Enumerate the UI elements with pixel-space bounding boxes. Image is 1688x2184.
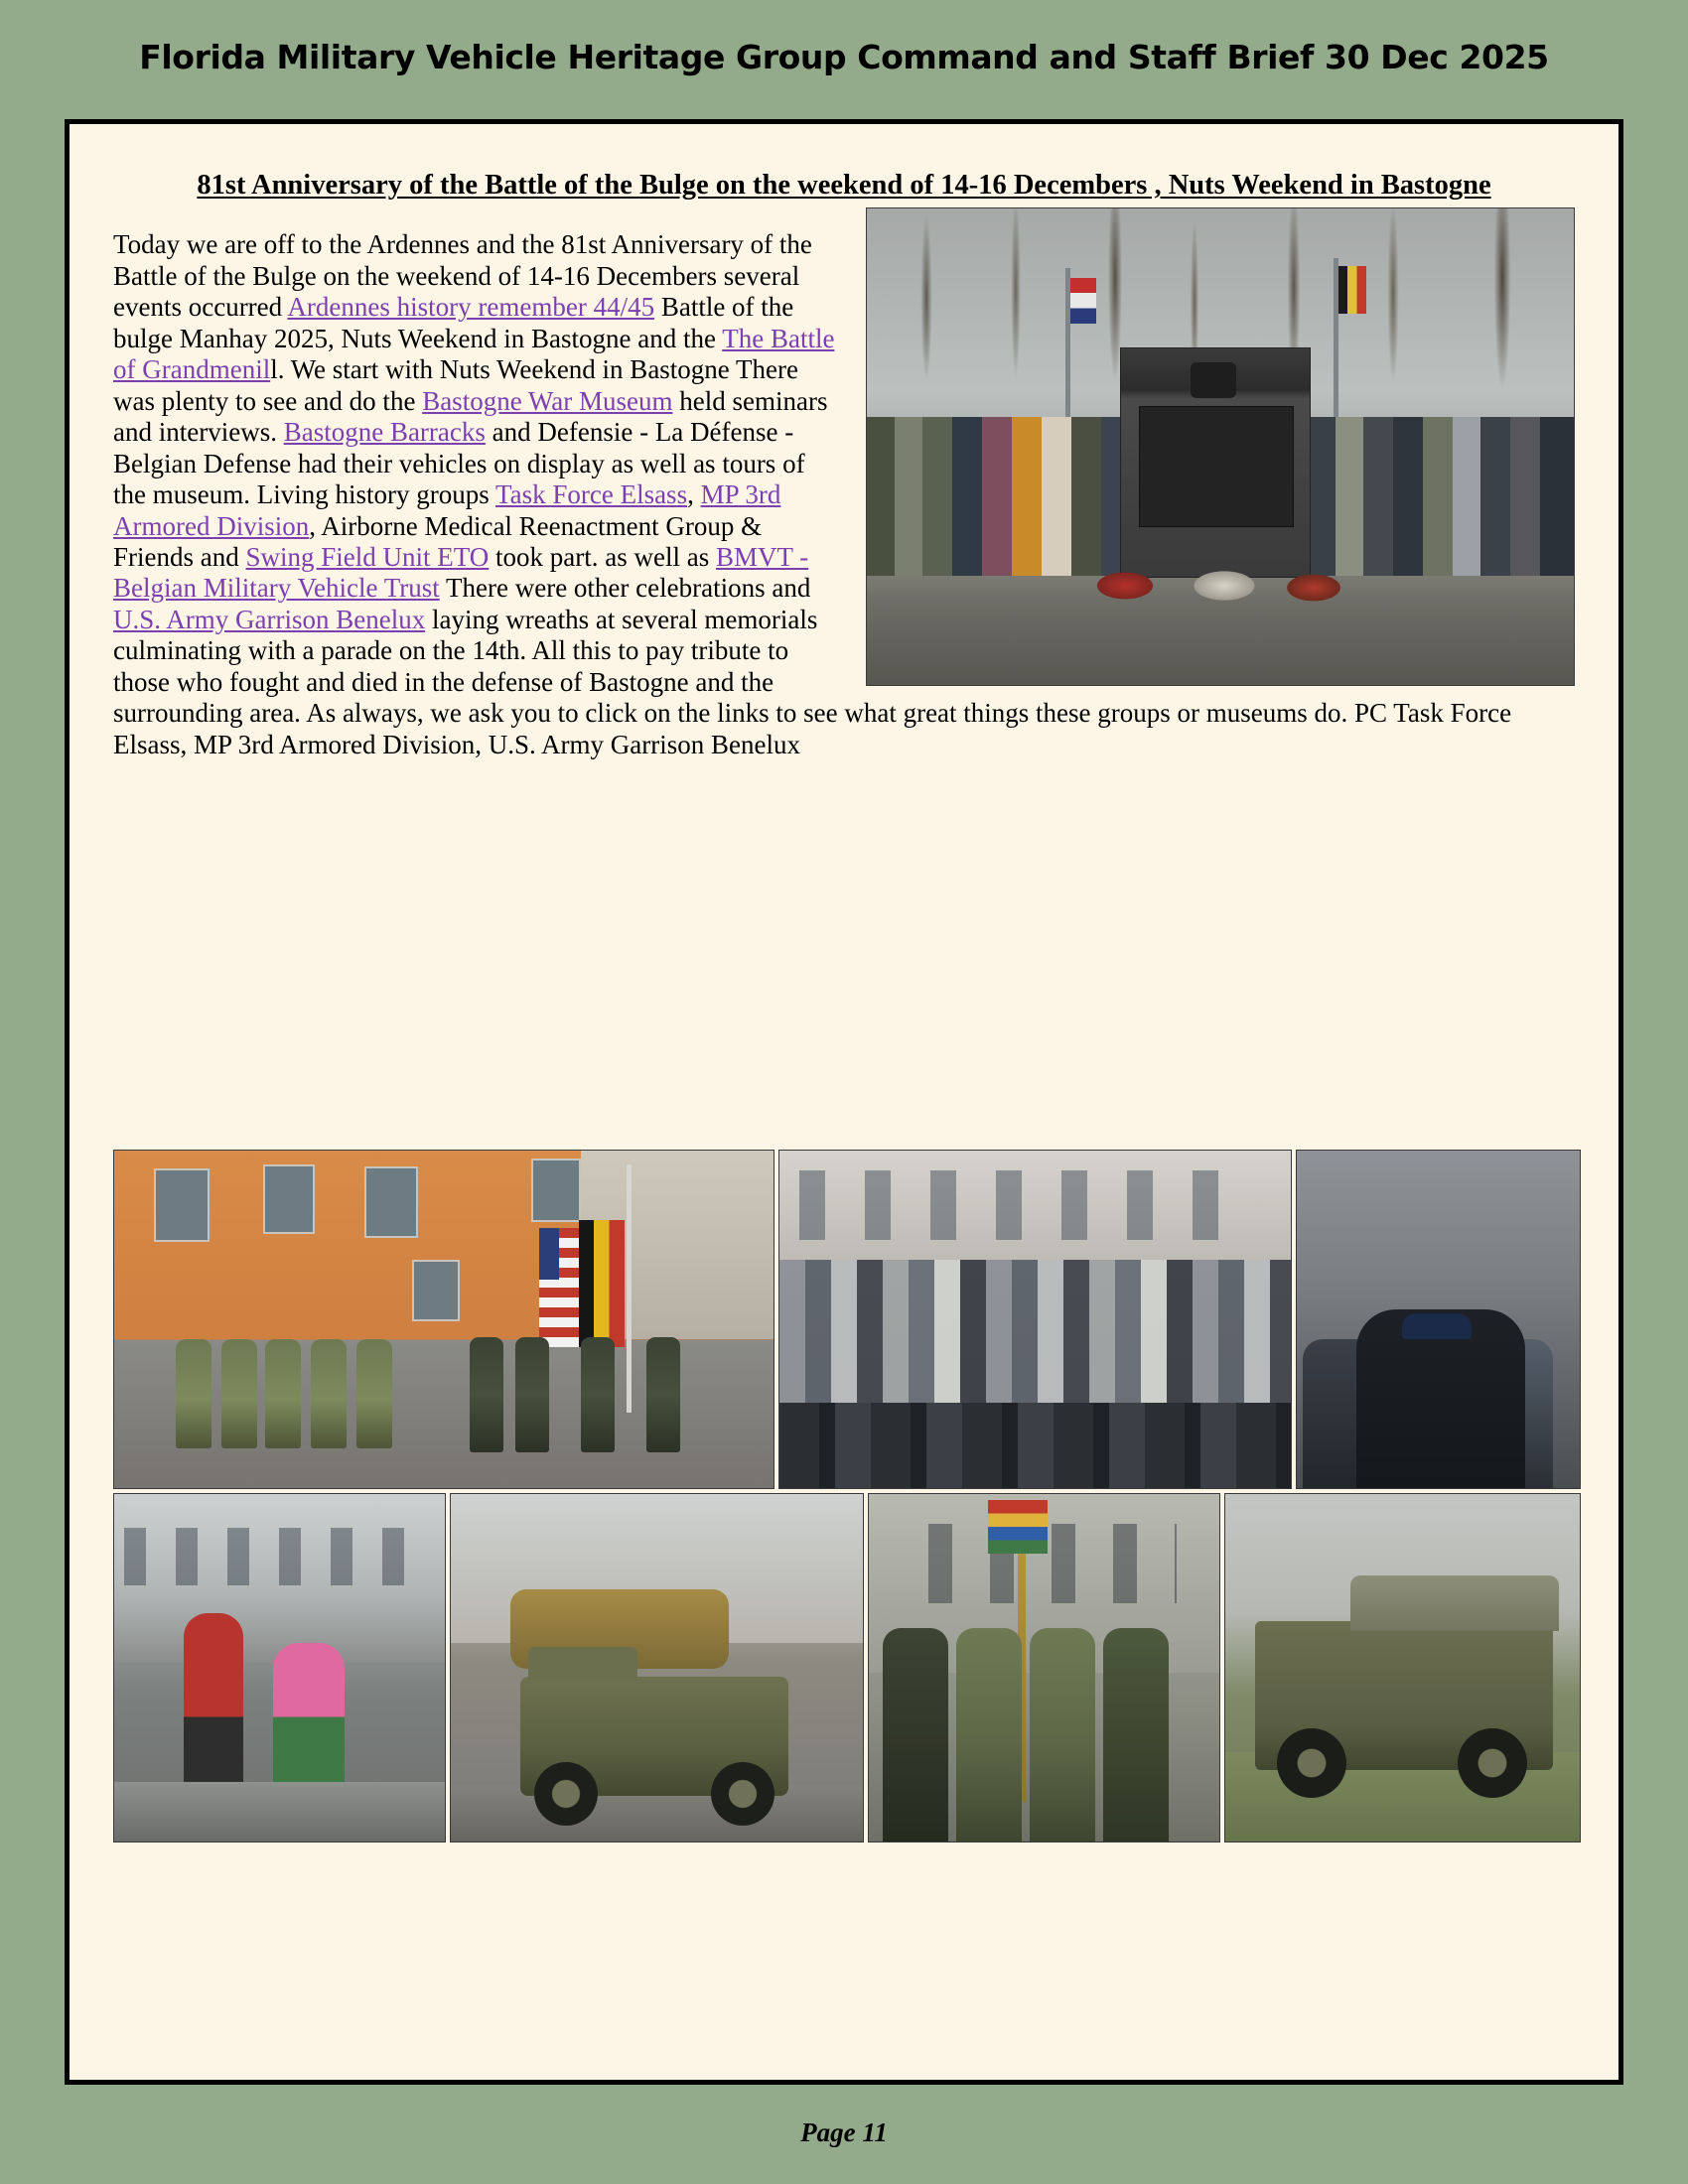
window <box>412 1260 460 1321</box>
link-bastogne-barracks[interactable]: Bastogne Barracks <box>283 417 486 448</box>
veterans-crowd-seated-photo <box>778 1150 1292 1489</box>
belgian-flag-icon <box>579 1220 625 1347</box>
color-guard-figure <box>581 1337 615 1452</box>
window <box>263 1164 315 1234</box>
soldier-figure <box>176 1339 211 1448</box>
color-guard-figure <box>515 1337 549 1452</box>
link-swing-field-unit-eto[interactable]: Swing Field Unit ETO <box>245 542 490 572</box>
window <box>364 1166 418 1238</box>
link-task-force-elsass[interactable]: Task Force Elsass <box>495 479 688 510</box>
soldiers-saluting-guidon-photo <box>868 1493 1220 1843</box>
wheelchair-row <box>779 1403 1291 1488</box>
body-text-9: There were other celebrations and <box>439 573 811 604</box>
soldier-figure <box>956 1628 1022 1842</box>
window <box>154 1168 210 1242</box>
page-number: Page 11 <box>800 2117 888 2147</box>
jeep-wheel <box>711 1762 774 1826</box>
parade-giant-figure <box>184 1613 243 1802</box>
veteran-cap <box>1402 1313 1472 1339</box>
memorial-monument <box>1120 347 1311 578</box>
memorial-wreath-ceremony-photo <box>866 207 1575 686</box>
article-title: 81st Anniversary of the Battle of the Bulge on the weekend of 14-16 Decembers , Nuts Weekend in Bastogne <box>197 170 1491 201</box>
soldier-figure <box>265 1339 301 1448</box>
color-guard-figure <box>470 1337 503 1452</box>
link-bastogne-war-museum[interactable]: Bastogne War Museum <box>422 385 673 416</box>
link-battle-of-grandmenil[interactable]: The Battle of Grandmenil <box>113 323 835 385</box>
photo-gallery <box>113 1150 1581 1843</box>
body-text-7: , Airborne Medical Reenactment Group & Friends and <box>113 510 763 572</box>
body-text-4: held seminars and interviews. <box>113 385 828 448</box>
us-flag-icon <box>539 1228 579 1347</box>
link-us-army-garrison-benelux[interactable]: U.S. Army Garrison Benelux <box>113 604 426 634</box>
military-truck-field-photo <box>1224 1493 1581 1843</box>
truck-wheel <box>1277 1728 1346 1798</box>
link-ardennes-history[interactable]: Ardennes history remember 44/45 <box>287 292 655 323</box>
memorial-wreaths <box>1075 562 1363 608</box>
street-pavement <box>114 1782 445 1842</box>
unit-badge-icon <box>1191 362 1236 398</box>
body-text-6: , <box>687 479 701 510</box>
flag-pole <box>627 1164 632 1413</box>
crowd-right <box>1276 417 1574 576</box>
soldier-figure <box>221 1339 257 1448</box>
link-bmvt-belgian-military-vehicle-trust[interactable]: BMVT - Belgian Military Vehicle Trust <box>113 542 809 604</box>
masthead-title: Florida Military Vehicle Heritage Group Command and Staff Brief 30 Dec 2025 <box>139 38 1549 76</box>
color-guard-figure <box>646 1337 680 1452</box>
bastogne-street-giants-parade-photo <box>113 1493 446 1843</box>
link-mp-3rd-armored-division[interactable]: MP 3rd Armored Division <box>113 479 781 541</box>
body-text-1: Today we are off to the Ardennes and the 81st Anniversary of the Battle of the Bulge on the weekend of 14-16 Decembers several events occurred <box>113 229 812 323</box>
jeep-wheel <box>534 1762 598 1826</box>
guidon-flag-icon <box>988 1500 1048 1554</box>
soldier-figure <box>356 1339 392 1448</box>
willys-jeep-parade-photo <box>450 1493 864 1843</box>
body-text-5: and Defensie - La Défense - Belgian Defense had their vehicles on display as well as tours of the museum. Living history groups <box>113 417 805 510</box>
body-text-8: took part. as well as <box>489 542 716 572</box>
color-guard-ceremony-photo <box>113 1150 774 1489</box>
body-text-2: Battle of the bulge Manhay 2025, Nuts Weekend in Bastogne and the <box>113 292 794 353</box>
soldier-figure <box>883 1628 948 1842</box>
shop-facades <box>114 1494 445 1663</box>
truck-wheel <box>1458 1728 1527 1798</box>
content-frame <box>65 119 1623 2085</box>
gallery-row-2 <box>113 1493 1581 1843</box>
window <box>531 1159 581 1222</box>
soldier-figure <box>311 1339 347 1448</box>
memorial-plaque <box>1139 406 1294 527</box>
gallery-row-1 <box>113 1150 1581 1489</box>
truck-canopy <box>1350 1575 1559 1631</box>
soldier-figure <box>1103 1628 1169 1842</box>
body-text-3: l. We start with Nuts Weekend in Bastogne There was plenty to see and do the <box>113 354 799 416</box>
body-text-10: laying wreaths at several memorials culminating with a parade on the 14th. All this to pay tribute to those who fought and died in the defense of Bastogne and the surrounding area. As always, we ask you to click on the links to see what great things these groups or museums do. PC Task Force Elsass, MP 3rd Armored Division, U.S. Army Garrison Benelux <box>113 604 1512 759</box>
veteran-portrait-photo <box>1296 1150 1581 1489</box>
soldier-figure <box>1030 1628 1095 1842</box>
